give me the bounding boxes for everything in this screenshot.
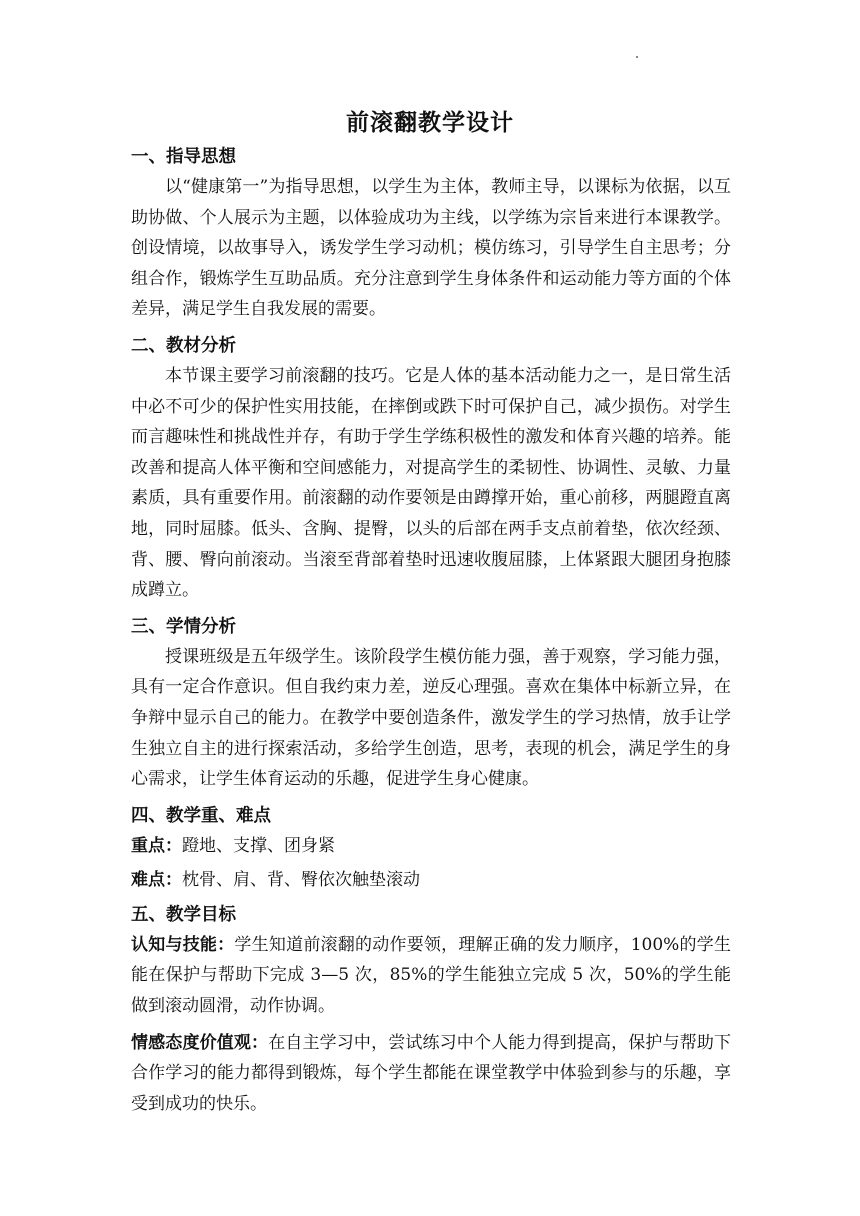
objective-text: 学生知道前滚翻的动作要领，理解正确的发力顺序，100%的学生能在保护与帮助下完成 3—5 次，85%的学生能独立完成 5 次，50%的学生能做到滚动圆滑，动作协调。 [131,934,731,1017]
key-point-text: 蹬地、支撑、团身紧 [182,835,335,856]
objective-label: 认知与技能： [131,934,235,955]
key-point-label: 重点： [131,835,182,856]
section-heading: 五、教学目标 [131,904,236,925]
section-paragraph: 本节课主要学习前滚翻的技巧。它是人体的基本活动能力之一，是日常生活中必不可少的保护性实用技能，在摔倒或跌下时可保护自己，减少损伤。对学生而言趣味性和挑战性并存，有助于学生学练积极性的激发和体育兴趣的培养。能改善和提高人体平衡和空间感能力，对提高学生的柔韧性、协调性、灵敏、力量素质，具有重要作用。前滚翻的动作要领是由蹲撑开始，重心前移，两腿蹬直离地，同时屈膝。低头、含胸、提臀，以头的后部在两手支点前着垫，依次经颈、背、腰、臀向前滚动。当滚至背部着垫时迅速收腹屈膝，上体紧跟大腿团身抱膝成蹲立。 [131,365,731,601]
section-heading: 四、教学重、难点 [131,805,271,826]
key-point-item [131,831,731,862]
section-heading: 二、教材分析 [131,335,236,356]
section-key-difficult-points [131,801,731,896]
difficult-point-text: 枕骨、肩、背、臀依次触垫滚动 [182,870,420,891]
section-heading: 一、指导思想 [131,147,236,167]
objective-text: 在自主学习中，尝试练习中个人能力得到提高，保护与帮助下合作学习的能力都得到锻炼，每个学生都能在课堂教学中体验到参与的乐趣，享受到成功的快乐。 [131,1032,732,1114]
difficult-point-label: 难点： [131,870,182,891]
objective-item [131,930,731,1022]
section-paragraph: 授课班级是五年级学生。该阶段学生模仿能力强，善于观察，学习能力强，具有一定合作意识。但自我约束力差，逆反心理强。喜欢在集体中标新立异，在争辩中显示自己的能力。在教学中要创造条件，激发学生的学习热情，放手让学生独立自主的进行探索活动，多给学生创造，思考，表现的机会，满足学生的身心需求，让学生体育运动的乐趣，促进学生身心健康。 [131,646,731,790]
objective-label: 情感态度价值观： [131,1032,269,1053]
section-guiding-ideology [131,142,731,325]
objective-item [131,1028,731,1120]
section-paragraph: 以“健康第一”为指导思想，以学生为主体，教师主导，以课标为依据，以互助协做、个人展示为主题，以体验成功为主线，以学练为宗旨来进行本课教学。创设情境，以故事导入，诱发学生学习动机；模仿练习，引导学生自主思考；分组合作，锻炼学生互助品质。充分注意到学生身体条件和运动能力等方面的个体差异，满足学生自我发展的需要。 [131,177,731,320]
section-material-analysis [131,331,731,606]
document-body [131,142,731,1123]
section-heading: 三、学情分析 [131,616,236,637]
document-title: 前滚翻教学设计 [346,110,514,136]
difficult-point-item [131,865,731,896]
section-teaching-objectives [131,900,731,1120]
page-dot-mark [636,56,638,58]
section-student-analysis [131,612,731,795]
